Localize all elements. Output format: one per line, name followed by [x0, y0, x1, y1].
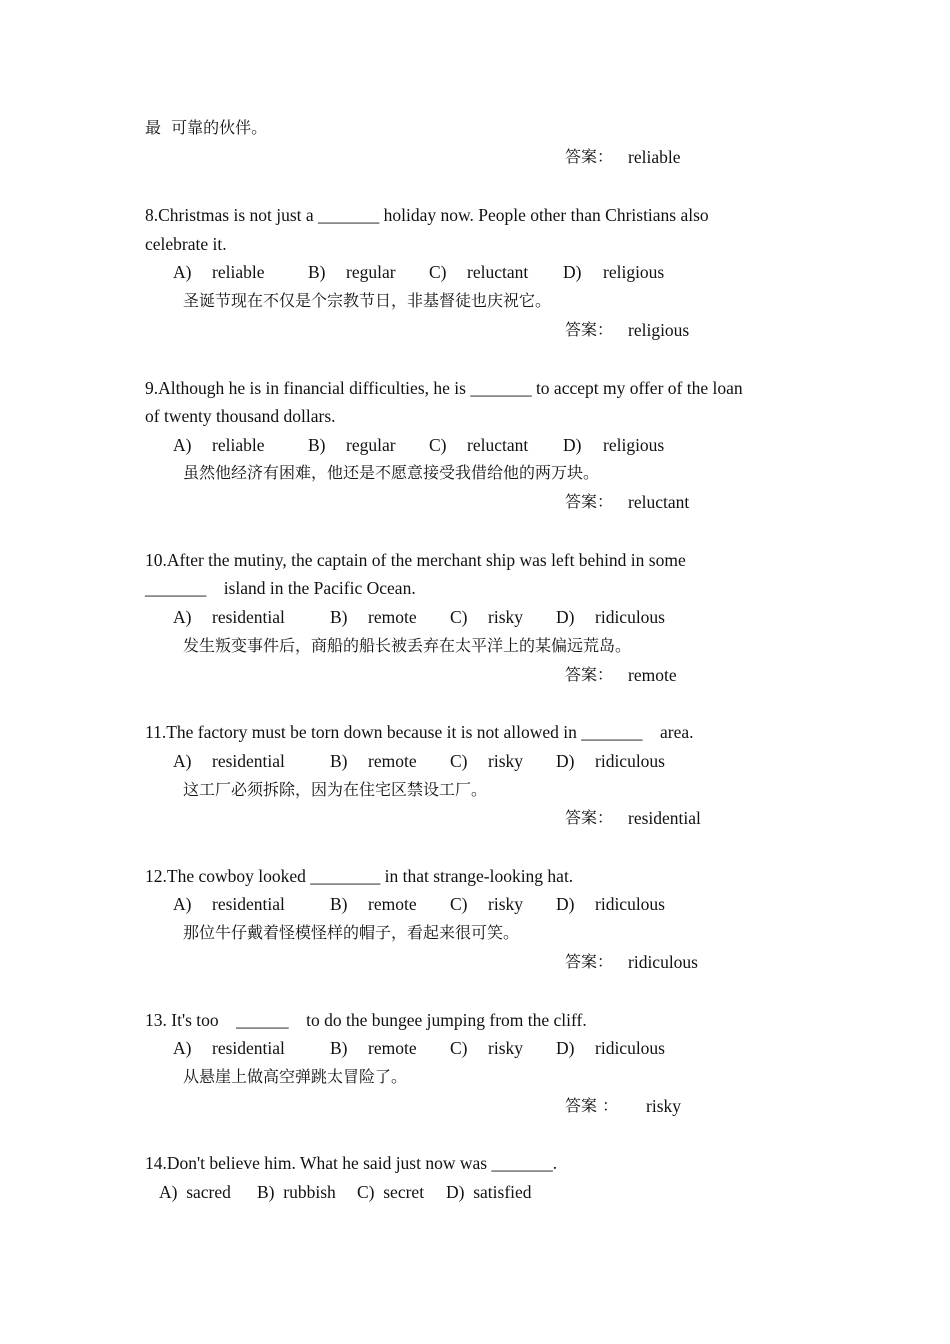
question-text-line: 11.The factory must be torn down because it is not allowed in _______ area. [145, 722, 694, 742]
answer-label: 答案： [565, 665, 614, 684]
option-d-letter: D) [556, 1038, 575, 1058]
option-c-text: risky [488, 607, 523, 627]
answer: risky [646, 1096, 681, 1116]
q7-translation-tail: 最 可靠的伙伴。 [145, 118, 268, 137]
option-b-letter: B) [330, 751, 348, 771]
translation: 那位牛仔戴着怪模怪样的帽子，看起来很可笑。 [183, 923, 520, 942]
option-d-text: religious [603, 262, 665, 282]
answer: ridiculous [628, 952, 698, 972]
answer: remote [628, 665, 677, 685]
option-a-text: reliable [212, 435, 265, 455]
answer-label: 答案： [565, 320, 614, 339]
option-b-letter: B) [330, 894, 348, 914]
option-c-text: risky [488, 751, 523, 771]
option-b-letter: B) [308, 262, 326, 282]
answer-label: 答案： [565, 952, 614, 971]
option-a-text: residential [212, 894, 285, 914]
question-text-line: _______ island in the Pacific Ocean. [145, 578, 416, 598]
option-c-letter: C) [450, 894, 468, 914]
option-b-letter: B) [330, 607, 348, 627]
option-c-letter: C) [429, 435, 447, 455]
option-c-letter: C) [429, 262, 447, 282]
translation: 发生叛变事件后，商船的船长被丢弃在太平洋上的某偏远荒岛。 [183, 636, 632, 655]
option-b-letter: B) [330, 1038, 348, 1058]
option-c-text: reluctant [467, 262, 529, 282]
option-b-text: remote [368, 1038, 417, 1058]
option-c: C) secret [357, 1182, 425, 1202]
option-d-text: ridiculous [595, 751, 665, 771]
question-text-line: 13. It's too ______ to do the bungee jumping from the cliff. [145, 1010, 587, 1030]
option-a-letter: A) [173, 607, 192, 627]
option-d-letter: D) [563, 435, 582, 455]
answer: residential [628, 808, 701, 828]
option-a-letter: A) [173, 751, 192, 771]
question-text-line: 12.The cowboy looked ________ in that strange-looking hat. [145, 866, 574, 886]
option-a-text: residential [212, 1038, 285, 1058]
option-b-text: regular [346, 262, 396, 282]
option-a-letter: A) [173, 894, 192, 914]
option-b-text: regular [346, 435, 396, 455]
q7-answer-label: 答案： [565, 147, 614, 166]
option-a-letter: A) [173, 1038, 192, 1058]
option-d: D) satisfied [446, 1182, 532, 1202]
option-b-text: remote [368, 607, 417, 627]
option-c-text: reluctant [467, 435, 529, 455]
option-d-text: religious [603, 435, 665, 455]
option-b-letter: B) [308, 435, 326, 455]
translation: 这工厂必须拆除，因为在住宅区禁设工厂。 [183, 780, 488, 799]
option-a-letter: A) [173, 262, 192, 282]
option-a-text: residential [212, 607, 285, 627]
answer-label: 答案： [565, 808, 614, 827]
option-d-text: ridiculous [595, 1038, 665, 1058]
option-a-text: residential [212, 751, 285, 771]
option-d-letter: D) [556, 894, 575, 914]
answer-label: 答案 ： [565, 1096, 619, 1115]
question-text-line: 14.Don't believe him. What he said just now was _______. [145, 1153, 558, 1173]
option-d-text: ridiculous [595, 607, 665, 627]
option-c-letter: C) [450, 1038, 468, 1058]
translation: 从悬崖上做高空弹跳太冒险了。 [183, 1067, 408, 1086]
answer: reluctant [628, 492, 690, 512]
option-b-text: remote [368, 894, 417, 914]
q7-answer: reliable [628, 147, 681, 167]
option-c-letter: C) [450, 751, 468, 771]
option-a: A) sacred [159, 1182, 231, 1202]
answer-label: 答案： [565, 492, 614, 511]
question-text-line: 9.Although he is in financial difficulties, he is _______ to accept my offer of the loan [145, 378, 743, 398]
question-text-line: celebrate it. [145, 234, 227, 254]
translation: 虽然他经济有困难，他还是不愿意接受我借给他的两万块。 [183, 463, 600, 482]
option-d-letter: D) [563, 262, 582, 282]
option-a-text: reliable [212, 262, 265, 282]
option-d-letter: D) [556, 607, 575, 627]
option-d-letter: D) [556, 751, 575, 771]
option-a-letter: A) [173, 435, 192, 455]
option-c-text: risky [488, 894, 523, 914]
translation: 圣诞节现在不仅是个宗教节日，非基督徒也庆祝它。 [183, 291, 552, 310]
question-text-line: 10.After the mutiny, the captain of the merchant ship was left behind in some [145, 550, 686, 570]
option-c-text: risky [488, 1038, 523, 1058]
option-b: B) rubbish [257, 1182, 336, 1202]
option-d-text: ridiculous [595, 894, 665, 914]
option-b-text: remote [368, 751, 417, 771]
question-text-line: 8.Christmas is not just a _______ holiday now. People other than Christians also [145, 205, 709, 225]
answer: religious [628, 320, 690, 340]
option-c-letter: C) [450, 607, 468, 627]
question-text-line: of twenty thousand dollars. [145, 406, 336, 426]
